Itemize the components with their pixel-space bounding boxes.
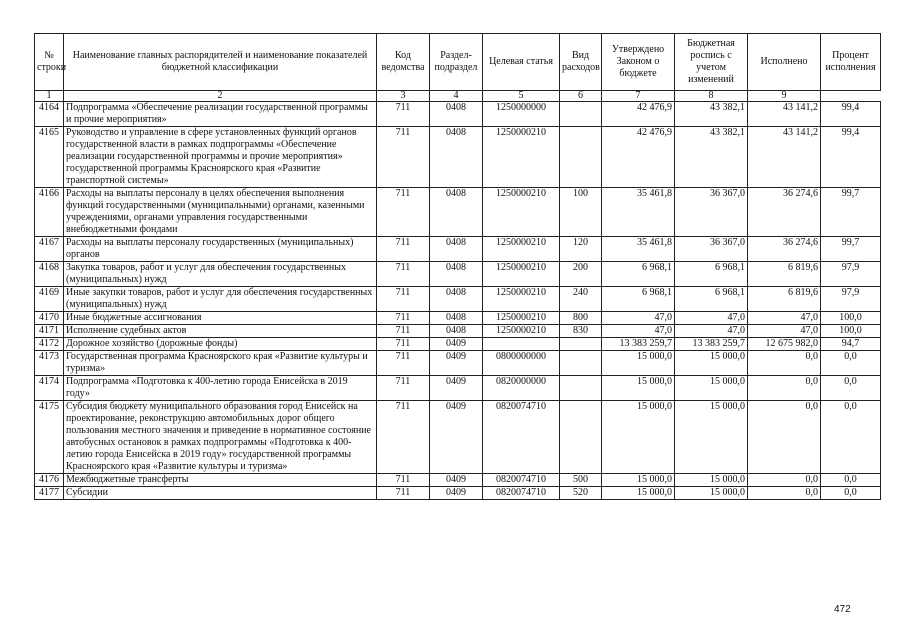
row-name: Субсидия бюджету муниципального образования город Енисейск на проектирование, реконструкцию автомобильных дорог общего пользования местного значения и приведение в нормативное состояние автобусных остановок в рамках подпрограммы «Подготовка к 400-летию города Енисейска в 2019 году» государственной программы Красноярского края «Развитие культуры и туризма» — [64, 401, 377, 474]
row-dept-code: 711 — [377, 102, 430, 127]
header-target: Целевая статья — [483, 34, 560, 91]
row-percent: 0,0 — [821, 487, 881, 500]
header-exp-type: Вид расходов — [560, 34, 602, 91]
row-budget-list: 15 000,0 — [675, 376, 748, 401]
row-exp-type: 240 — [560, 287, 602, 312]
row-name: Дорожное хозяйство (дорожные фонды) — [64, 338, 377, 351]
row-budget-list: 15 000,0 — [675, 401, 748, 474]
row-approved: 13 383 259,7 — [602, 338, 675, 351]
row-name: Исполнение судебных актов — [64, 325, 377, 338]
row-dept-code: 711 — [377, 312, 430, 325]
row-executed: 47,0 — [748, 312, 821, 325]
row-target: 1250000210 — [483, 127, 560, 188]
table-row — [35, 338, 881, 351]
row-approved: 15 000,0 — [602, 487, 675, 500]
row-executed: 0,0 — [748, 487, 821, 500]
row-percent: 99,4 — [821, 102, 881, 127]
row-dept-code: 711 — [377, 287, 430, 312]
column-number: 9 — [748, 91, 821, 102]
column-number: 1 — [35, 91, 64, 102]
row-approved: 6 968,1 — [602, 287, 675, 312]
row-target: 0820000000 — [483, 376, 560, 401]
row-name: Иные закупки товаров, работ и услуг для обеспечения государственных (муниципальных) нужд — [64, 287, 377, 312]
row-percent: 97,9 — [821, 287, 881, 312]
column-number: 6 — [560, 91, 602, 102]
row-approved: 6 968,1 — [602, 262, 675, 287]
table-row — [35, 237, 881, 262]
row-number: 4173 — [35, 351, 64, 376]
table-row — [35, 127, 881, 188]
row-approved: 15 000,0 — [602, 474, 675, 487]
row-section: 0409 — [430, 351, 483, 376]
table-row — [35, 351, 881, 376]
row-executed: 47,0 — [748, 325, 821, 338]
row-target: 1250000210 — [483, 325, 560, 338]
row-number: 4164 — [35, 102, 64, 127]
row-executed: 0,0 — [748, 351, 821, 376]
row-budget-list: 15 000,0 — [675, 474, 748, 487]
row-exp-type: 100 — [560, 188, 602, 237]
row-number: 4174 — [35, 376, 64, 401]
row-exp-type — [560, 351, 602, 376]
row-exp-type — [560, 401, 602, 474]
row-name: Субсидии — [64, 487, 377, 500]
row-exp-type: 830 — [560, 325, 602, 338]
row-approved: 15 000,0 — [602, 351, 675, 376]
table-row — [35, 102, 881, 127]
row-executed: 0,0 — [748, 474, 821, 487]
row-budget-list: 15 000,0 — [675, 487, 748, 500]
row-number: 4167 — [35, 237, 64, 262]
row-target: 0800000000 — [483, 351, 560, 376]
column-number: 7 — [602, 91, 675, 102]
row-percent: 0,0 — [821, 351, 881, 376]
row-target: 1250000000 — [483, 102, 560, 127]
row-number: 4165 — [35, 127, 64, 188]
row-name: Подпрограмма «Подготовка к 400-летию города Енисейска в 2019 году» — [64, 376, 377, 401]
table-body — [35, 102, 881, 500]
header-dept-code: Код ведомства — [377, 34, 430, 91]
table-row — [35, 188, 881, 237]
row-exp-type: 800 — [560, 312, 602, 325]
column-number: 5 — [483, 91, 560, 102]
row-section: 0408 — [430, 188, 483, 237]
row-section: 0409 — [430, 401, 483, 474]
row-section: 0409 — [430, 474, 483, 487]
table-row — [35, 474, 881, 487]
row-number: 4175 — [35, 401, 64, 474]
column-number: 3 — [377, 91, 430, 102]
row-executed: 0,0 — [748, 401, 821, 474]
row-target: 1250000210 — [483, 188, 560, 237]
row-dept-code: 711 — [377, 188, 430, 237]
header-row-no: № строки — [35, 34, 64, 91]
row-budget-list: 6 968,1 — [675, 262, 748, 287]
row-target: 0820074710 — [483, 401, 560, 474]
row-approved: 42 476,9 — [602, 127, 675, 188]
header-approved: Утверждено Законом о бюджете — [602, 34, 675, 91]
row-budget-list: 36 367,0 — [675, 237, 748, 262]
row-target — [483, 338, 560, 351]
row-budget-list: 13 383 259,7 — [675, 338, 748, 351]
row-budget-list: 43 382,1 — [675, 127, 748, 188]
row-section: 0409 — [430, 376, 483, 401]
row-section: 0409 — [430, 338, 483, 351]
row-executed: 12 675 982,0 — [748, 338, 821, 351]
row-dept-code: 711 — [377, 376, 430, 401]
row-target: 1250000210 — [483, 287, 560, 312]
header-name: Наименование главных распорядителей и наименование показателей бюджетной классификации — [64, 34, 377, 91]
row-section: 0408 — [430, 312, 483, 325]
budget-execution-table — [34, 33, 881, 500]
row-section: 0408 — [430, 102, 483, 127]
row-percent: 0,0 — [821, 401, 881, 474]
column-number-row — [35, 91, 881, 102]
row-number: 4169 — [35, 287, 64, 312]
row-budget-list: 15 000,0 — [675, 351, 748, 376]
column-number: 2 — [64, 91, 377, 102]
row-name: Руководство и управление в сфере установленных функций органов государственной власти в рамках подпрограммы «Обеспечение реализации государственной программы и прочие мероприятия» государственной программы Красноярского края «Развитие транспортной системы» — [64, 127, 377, 188]
table-row — [35, 401, 881, 474]
row-dept-code: 711 — [377, 262, 430, 287]
row-section: 0408 — [430, 237, 483, 262]
row-dept-code: 711 — [377, 401, 430, 474]
row-section: 0409 — [430, 487, 483, 500]
row-section: 0408 — [430, 325, 483, 338]
row-budget-list: 47,0 — [675, 312, 748, 325]
table-row — [35, 312, 881, 325]
row-section: 0408 — [430, 262, 483, 287]
row-approved: 35 461,8 — [602, 188, 675, 237]
row-approved: 15 000,0 — [602, 376, 675, 401]
row-target: 1250000210 — [483, 237, 560, 262]
row-exp-type: 200 — [560, 262, 602, 287]
row-exp-type: 120 — [560, 237, 602, 262]
row-section: 0408 — [430, 127, 483, 188]
row-exp-type: 500 — [560, 474, 602, 487]
row-percent: 0,0 — [821, 474, 881, 487]
column-number: 8 — [675, 91, 748, 102]
row-name: Межбюджетные трансферты — [64, 474, 377, 487]
row-executed: 0,0 — [748, 376, 821, 401]
row-executed: 6 819,6 — [748, 262, 821, 287]
table-row — [35, 287, 881, 312]
table-row — [35, 376, 881, 401]
header-section: Раздел-подраздел — [430, 34, 483, 91]
row-target: 1250000210 — [483, 262, 560, 287]
row-percent: 100,0 — [821, 325, 881, 338]
row-name: Закупка товаров, работ и услуг для обеспечения государственных (муниципальных) нужд — [64, 262, 377, 287]
row-executed: 43 141,2 — [748, 102, 821, 127]
column-number: 4 — [430, 91, 483, 102]
row-percent: 99,4 — [821, 127, 881, 188]
row-executed: 43 141,2 — [748, 127, 821, 188]
row-name: Расходы на выплаты персоналу государственных (муниципальных) органов — [64, 237, 377, 262]
row-budget-list: 6 968,1 — [675, 287, 748, 312]
row-number: 4172 — [35, 338, 64, 351]
row-dept-code: 711 — [377, 351, 430, 376]
row-name: Государственная программа Красноярского края «Развитие культуры и туризма» — [64, 351, 377, 376]
row-budget-list: 47,0 — [675, 325, 748, 338]
row-exp-type: 520 — [560, 487, 602, 500]
row-name: Расходы на выплаты персоналу в целях обеспечения выполнения функций государственными (муниципальными) органами, казенными учреждениями, органами управления государственными внебюджетными фондами — [64, 188, 377, 237]
row-exp-type — [560, 127, 602, 188]
row-percent: 99,7 — [821, 188, 881, 237]
row-target: 0820074710 — [483, 474, 560, 487]
header-budget-list: Бюджетная роспись с учетом изменений — [675, 34, 748, 91]
row-dept-code: 711 — [377, 474, 430, 487]
row-dept-code: 711 — [377, 237, 430, 262]
row-exp-type — [560, 338, 602, 351]
row-approved: 42 476,9 — [602, 102, 675, 127]
row-approved: 47,0 — [602, 325, 675, 338]
row-percent: 0,0 — [821, 376, 881, 401]
row-target: 1250000210 — [483, 312, 560, 325]
row-number: 4168 — [35, 262, 64, 287]
row-number: 4177 — [35, 487, 64, 500]
row-percent: 94,7 — [821, 338, 881, 351]
row-number: 4171 — [35, 325, 64, 338]
table-row — [35, 325, 881, 338]
row-dept-code: 711 — [377, 127, 430, 188]
row-dept-code: 711 — [377, 325, 430, 338]
row-dept-code: 711 — [377, 487, 430, 500]
row-budget-list: 36 367,0 — [675, 188, 748, 237]
row-dept-code: 711 — [377, 338, 430, 351]
row-budget-list: 43 382,1 — [675, 102, 748, 127]
row-percent: 100,0 — [821, 312, 881, 325]
row-number: 4170 — [35, 312, 64, 325]
row-approved: 15 000,0 — [602, 401, 675, 474]
table-row — [35, 262, 881, 287]
row-executed: 36 274,6 — [748, 237, 821, 262]
row-executed: 36 274,6 — [748, 188, 821, 237]
row-number: 4176 — [35, 474, 64, 487]
header-percent: Процент исполнения — [821, 34, 881, 91]
row-executed: 6 819,6 — [748, 287, 821, 312]
header-executed: Исполнено — [748, 34, 821, 91]
row-percent: 99,7 — [821, 237, 881, 262]
row-exp-type — [560, 376, 602, 401]
row-number: 4166 — [35, 188, 64, 237]
row-target: 0820074710 — [483, 487, 560, 500]
row-section: 0408 — [430, 287, 483, 312]
header-row — [35, 34, 881, 91]
row-exp-type — [560, 102, 602, 127]
row-approved: 35 461,8 — [602, 237, 675, 262]
table-row — [35, 487, 881, 500]
row-name: Иные бюджетные ассигнования — [64, 312, 377, 325]
row-name: Подпрограмма «Обеспечение реализации государственной программы и прочие мероприятия» — [64, 102, 377, 127]
page-number: 472 — [834, 604, 851, 615]
row-percent: 97,9 — [821, 262, 881, 287]
row-approved: 47,0 — [602, 312, 675, 325]
